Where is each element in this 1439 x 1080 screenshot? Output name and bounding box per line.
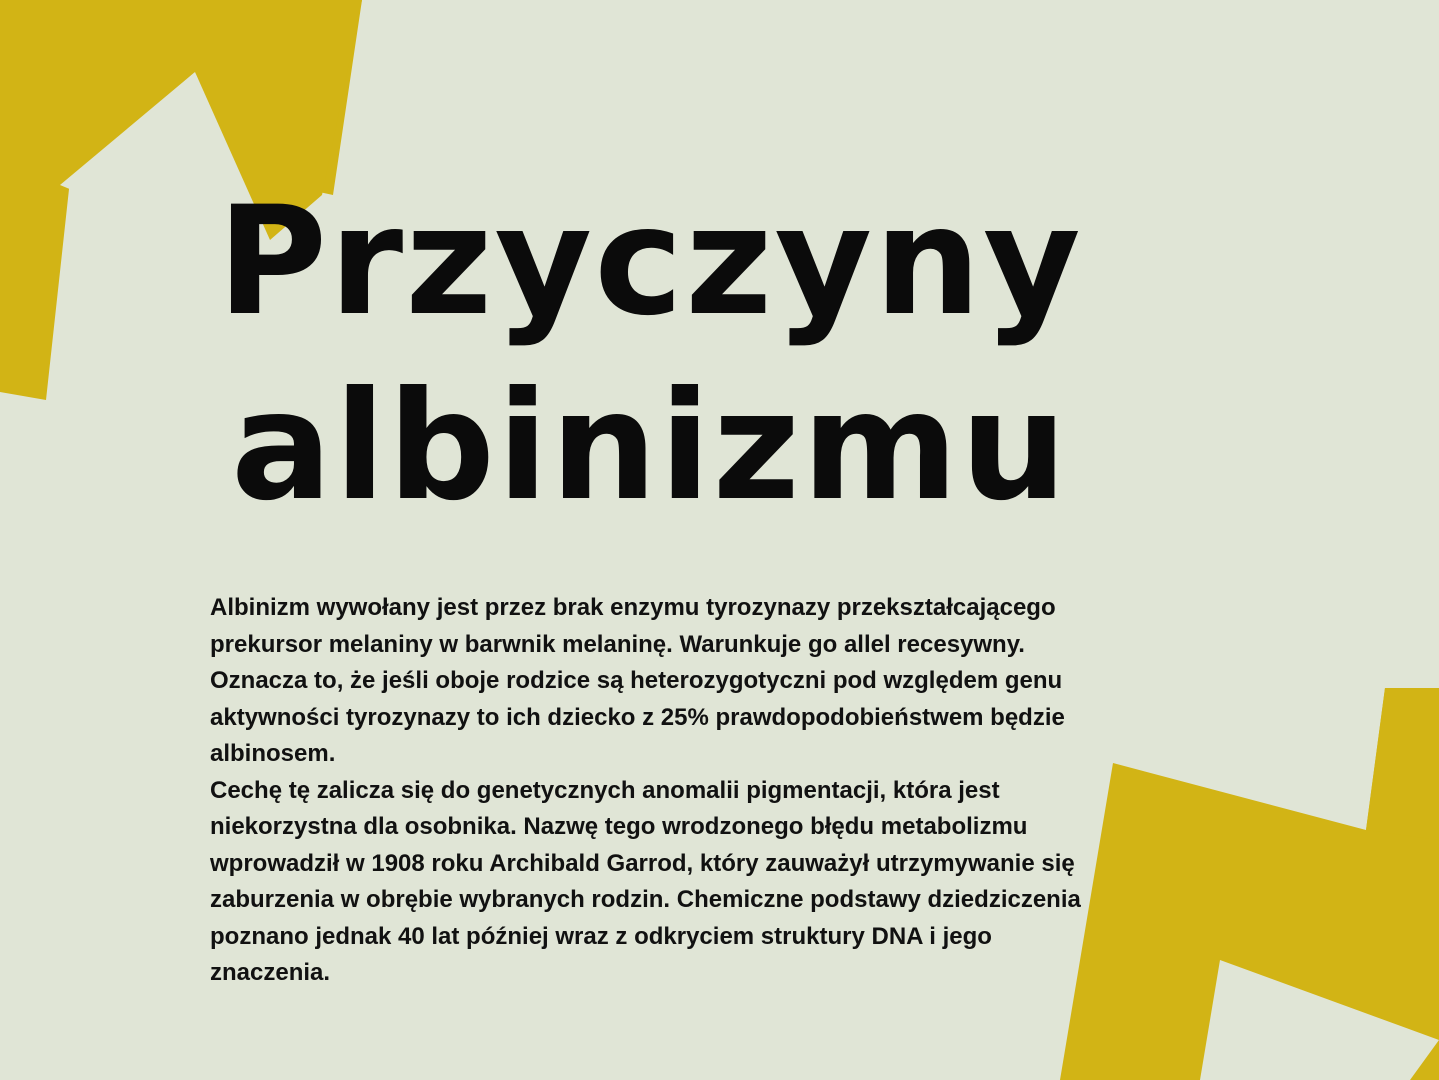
title-line-2: albinizmu	[230, 360, 1070, 534]
paragraph-cause: Albinizm wywołany jest przez brak enzymu tyrozynazy przekształcającego prekursor melaniny w barwnik melaninę. Warunkuje go allel recesywny. Oznacza to, że jeśli oboje rodzice są heterozygotyczni pod względem genu aktywności tyrozynazy to ich dziecko z 25% prawdopodobieństwem będzie albinosem.	[210, 594, 1065, 767]
bottom-right-zigzag-cutout	[1366, 688, 1439, 840]
slide-title	[0, 170, 1300, 540]
paragraph-history: Cechę tę zalicza się do genetycznych anomalii pigmentacji, która jest niekorzystna dla osobnika. Nazwę tego wrodzonego błędu metabolizmu wprowadził w 1908 roku Archibald Garrod, który zauważył utrzymywanie się zaburzenia w obrębie wybranych rodzin. Chemiczne podstawy dziedziczenia poznano jednak 40 lat później wraz z odkryciem struktury DNA i jego znaczenia.	[210, 776, 1081, 986]
title-line-1: Przyczyny	[217, 175, 1083, 349]
slide-body	[210, 590, 1110, 992]
